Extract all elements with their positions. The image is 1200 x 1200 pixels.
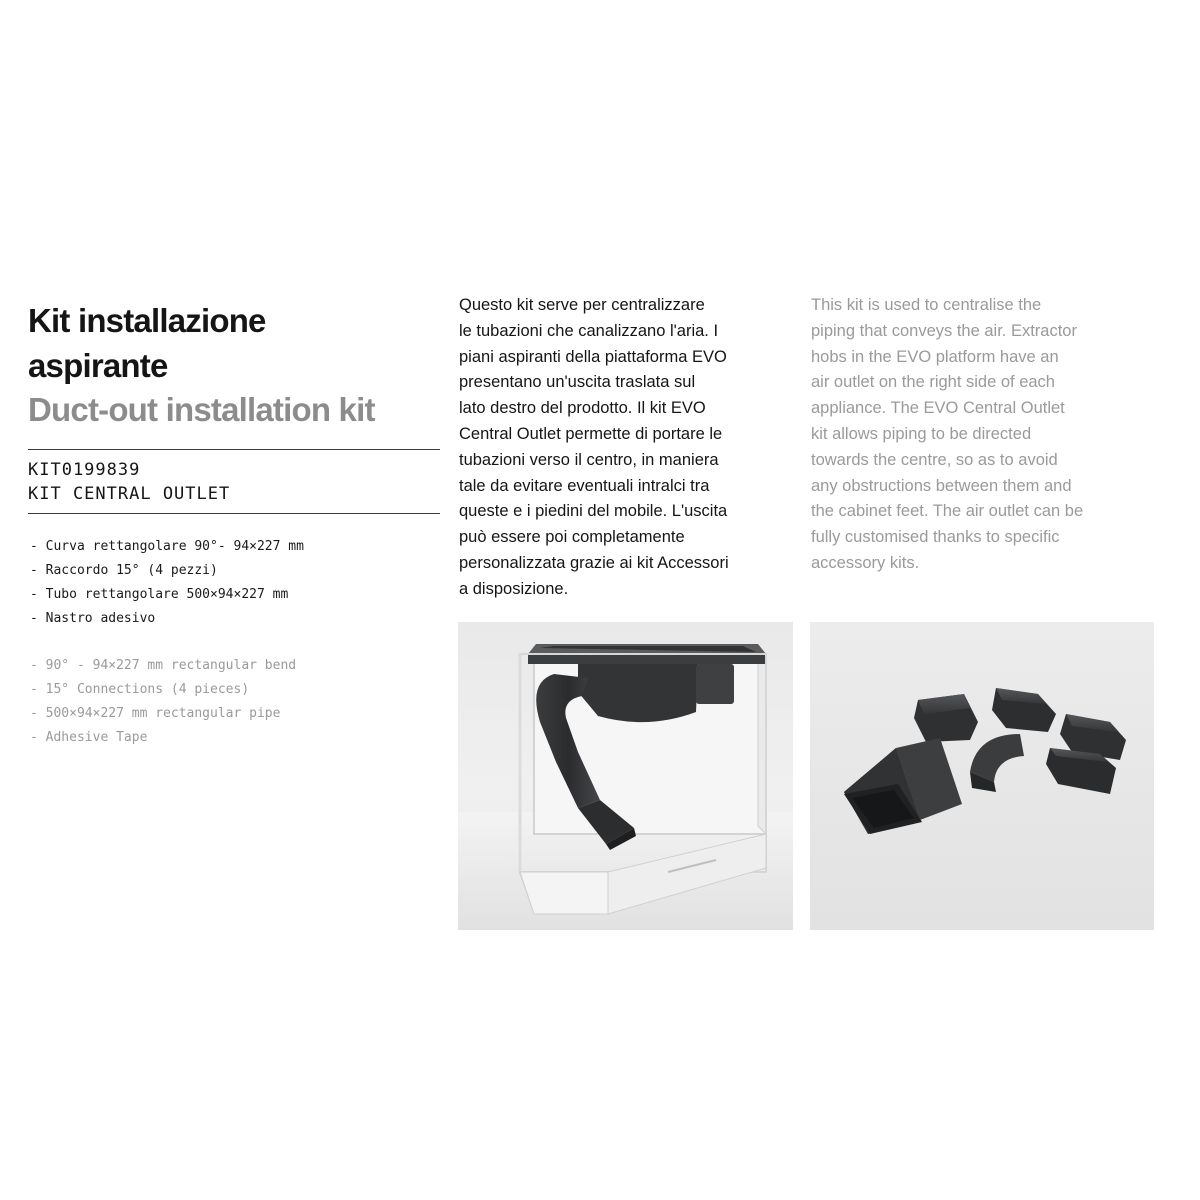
components-list-italian — [30, 535, 304, 631]
list-item: - 90° - 94×227 mm rectangular bend — [30, 658, 297, 673]
components-list-english — [30, 654, 296, 750]
description-line: le tubazioni che canalizzano l'aria. I — [459, 321, 719, 340]
title-english: Duct-out installation kit — [28, 391, 375, 428]
description-line: piani aspiranti della piattaforma EVO — [459, 347, 727, 366]
description-line: fully customised thanks to specific — [811, 528, 1060, 547]
description-line: This kit is used to centralise the — [811, 296, 1042, 314]
list-item: - Curva rettangolare 90°- 94×227 mm — [30, 539, 304, 554]
description-italian — [459, 293, 789, 603]
description-line: lato destro del prodotto. Il kit EVO — [459, 399, 706, 418]
description-line: può essere poi completamente — [459, 528, 685, 547]
description-english — [811, 293, 1156, 577]
description-line: piping that conveys the air. Extractor — [811, 321, 1077, 340]
product-code: KIT0199839 — [28, 460, 141, 480]
description-line: air outlet on the right side of each — [811, 373, 1055, 392]
list-item: - 15° Connections (4 pieces) — [30, 682, 250, 697]
description-line: kit allows piping to be directed — [811, 424, 1032, 443]
kit-parts-photo — [810, 622, 1154, 930]
description-line: the cabinet feet. The air outlet can be — [811, 502, 1084, 521]
installed-kit-photo — [458, 622, 793, 930]
description-line: any obstructions between them and — [811, 476, 1072, 495]
description-line: a disposizione. — [459, 579, 569, 598]
description-line: personalizzata grazie ai kit Accessori — [459, 553, 729, 572]
list-item: - 500×94×227 mm rectangular pipe — [30, 706, 281, 721]
description-line: queste e i piedini del mobile. L'uscita — [459, 502, 728, 521]
description-line: tale da evitare eventuali intralci tra — [459, 476, 710, 495]
description-line: Questo kit serve per centralizzare — [459, 296, 705, 314]
description-line: appliance. The EVO Central Outlet — [811, 399, 1065, 418]
description-line: towards the centre, so as to avoid — [811, 450, 1058, 469]
description-line: hobs in the EVO platform have an — [811, 347, 1059, 366]
list-item: - Adhesive Tape — [30, 730, 148, 745]
title-italian-line-2: aspirante — [28, 347, 168, 384]
list-item: - Nastro adesivo — [30, 611, 156, 626]
title-italian-line-1: Kit installazione — [28, 302, 266, 339]
title-italian — [28, 298, 448, 388]
list-item: - Raccordo 15° (4 pezzi) — [30, 563, 218, 578]
divider-bottom — [28, 513, 440, 514]
list-item: - Tubo rettangolare 500×94×227 mm — [30, 587, 289, 602]
product-code-block — [28, 458, 230, 506]
divider-top — [28, 449, 440, 450]
product-name: KIT CENTRAL OUTLET — [28, 484, 231, 504]
description-line: accessory kits. — [811, 553, 920, 572]
description-line: tubazioni verso il centro, in maniera — [459, 450, 719, 469]
description-line: presentano un'uscita traslata sul — [459, 373, 696, 392]
description-line: Central Outlet permette di portare le — [459, 424, 723, 443]
